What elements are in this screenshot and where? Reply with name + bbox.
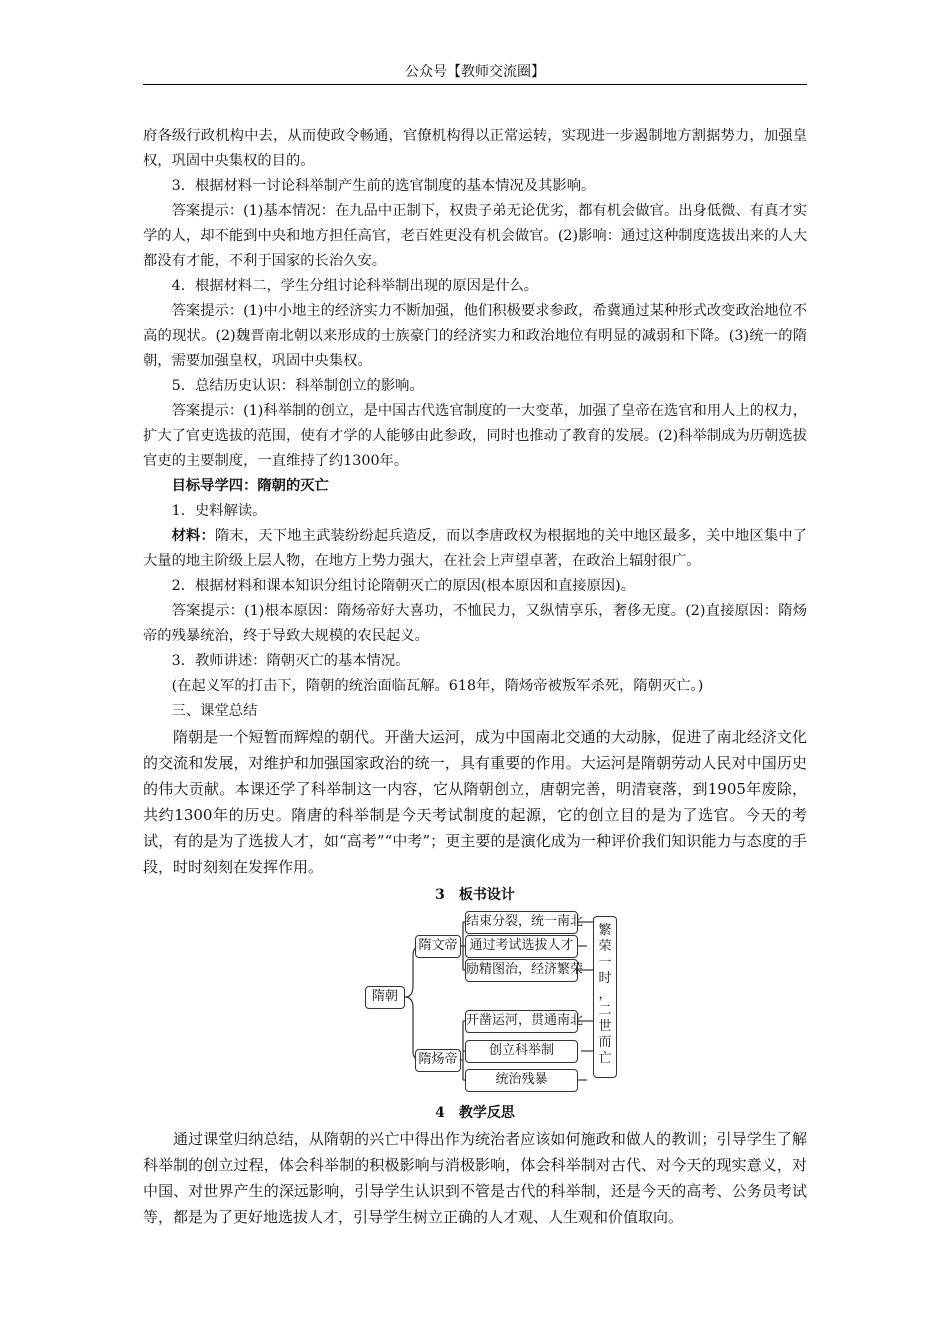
- answer-step-2: 答案提示：(1)根本原因：隋炀帝好大喜功，不恤民力，又纵情享乐，奢侈无度。(2)直接原因：隋炀帝的残暴统治，终于导致大规模的农民起义。: [143, 603, 807, 644]
- paragraph-continuation: 府各级行政机构中去，从而使政令畅通，官僚机构得以正常运转，实现进一步遏制地方割据势力，加强皇权，巩固中央集权的目的。: [143, 128, 807, 169]
- answer-3: 答案提示：(1)基本情况：在九品中正制下，权贵子弟无论优劣，都有机会做官。出身低微、有真才实学的人，却不能到中央和地方担任高官，老百姓更没有机会做官。(2)影响：通过这种制度选拔出来的人大都没有才能，不利于国家的长治久安。: [143, 203, 807, 269]
- diagram-leaf: 创立科举制: [465, 1040, 578, 1063]
- step-3-note: (在起义军的打击下，隋朝的统治面临瓦解。618年，隋炀帝被叛军杀死，隋朝灭亡。): [171, 678, 704, 694]
- diagram-branch-wendi: 隋文帝: [415, 935, 461, 958]
- material-text: 隋末，天下地主武装纷纷起兵造反，而以李唐政权为根据地的关中地区最多，关中地区集中了大量的地主阶级上层人物，在地方上势力强大，在社会上声望卓著，在政治上辐射很广。: [143, 528, 808, 569]
- diagram-leaf: 开凿运河，贯通南北: [465, 1010, 578, 1033]
- header-divider: [143, 84, 807, 85]
- question-4: 4．根据材料二，学生分组讨论科举制出现的原因是什么。: [171, 278, 539, 294]
- summary-char: 世: [598, 1019, 612, 1034]
- diagram-leaf: 统治残暴: [465, 1069, 578, 1092]
- diagram-leaf: 励精图治，经济繁荣: [465, 959, 578, 982]
- class-summary-heading: 三、课堂总结: [171, 703, 258, 719]
- step-2: 2．根据材料和课本知识分组讨论隋朝灭亡的原因(根本原因和直接原因)。: [171, 578, 636, 594]
- material-paragraph: [143, 524, 807, 574]
- diagram-branch-yangdi: 隋炀帝: [415, 1049, 461, 1072]
- diagram-summary: [593, 916, 617, 1078]
- answer-4: 答案提示：(1)中小地主的经济实力不断加强，他们积极要求参政，希冀通过某种形式改变政治地位不高的现状。(2)魏晋南北朝以来形成的士族豪门的经济实力和政治地位有明显的减弱和下降。(3)统一的隋朝，需要加强皇权，巩固中央集权。: [143, 303, 807, 369]
- goal-heading-4: 目标导学四：隋朝的灭亡: [171, 478, 329, 494]
- reflection-text: 通过课堂归纳总结，从隋朝的兴亡中得出作为统治者应该如何施政和做人的教训；引导学生了解科举制的创立过程，体会科举制的积极影响与消极影响，体会科举制对古代、对今天的现实意义，对中国、对世界产生的深远影响，引导学生认识到不管是古代的科举制，还是今天的高考、公务员考试等，都是为了更好地选拔人才，引导学生树立正确的人才观、人生观和价值取向。: [143, 1130, 807, 1226]
- diagram-leaf: 通过考试选拔人才: [465, 935, 578, 958]
- question-5: 5．总结历史认识：科举制创立的影响。: [171, 378, 424, 394]
- summary-char: 繁: [598, 923, 612, 938]
- summary-char: 二: [598, 1003, 612, 1018]
- material-label: 材料：: [171, 528, 215, 544]
- step-3: 3．教师讲述：隋朝灭亡的基本情况。: [171, 653, 410, 669]
- summary-char: 一: [598, 955, 612, 970]
- question-3: 3．根据材料一讨论科举制产生前的选官制度的基本情况及其影响。: [171, 178, 596, 194]
- page-header: 公众号【教师交流圈】: [405, 64, 545, 80]
- summary-char: 荣: [598, 939, 612, 954]
- class-summary-text: 隋朝是一个短暂而辉煌的朝代。开凿大运河，成为中国南北交通的大动脉，促进了南北经济文化的交流和发展，对维护和加强国家政治的统一，具有重要的作用。大运河是隋朝劳动人民对中国历史的伟大贡献。本课还学了科举制这一内容，它从隋朝创立，唐朝完善，明清衰落，到1905年废除，共约1300年的历史。隋唐的科举制是今天考试制度的起源，它的创立目的是为了选官。今天的考试，有的是为了选拔人才，如“高考”“中考”；更主要的是演化成为一种评价我们知识能力与态度的手段，时时刻刻在发挥作用。: [143, 728, 807, 876]
- summary-char: 而: [598, 1035, 612, 1050]
- diagram-root: 隋朝: [365, 986, 405, 1009]
- diagram-leaf: 结束分裂，统一南北: [465, 911, 578, 934]
- summary-char: 时: [598, 971, 612, 986]
- blackboard-design-title: 3 板书设计: [435, 887, 515, 903]
- summary-char: 亡: [598, 1051, 612, 1066]
- page-content: [143, 124, 807, 1230]
- teaching-reflection-title: 4 教学反思: [435, 1105, 515, 1121]
- summary-char: ，: [598, 987, 612, 1002]
- step-1: 1．史料解读。: [171, 503, 267, 519]
- answer-5: 答案提示：(1)科举制的创立，是中国古代选官制度的一大变革，加强了皇帝在选官和用人上的权力，扩大了官吏选拔的范围，使有才学的人能够由此参政，同时也推动了教育的发展。(2)科举制成为历朝选拔官吏的主要制度，一直维持了约1300年。: [143, 403, 807, 469]
- blackboard-diagram: [143, 906, 807, 1086]
